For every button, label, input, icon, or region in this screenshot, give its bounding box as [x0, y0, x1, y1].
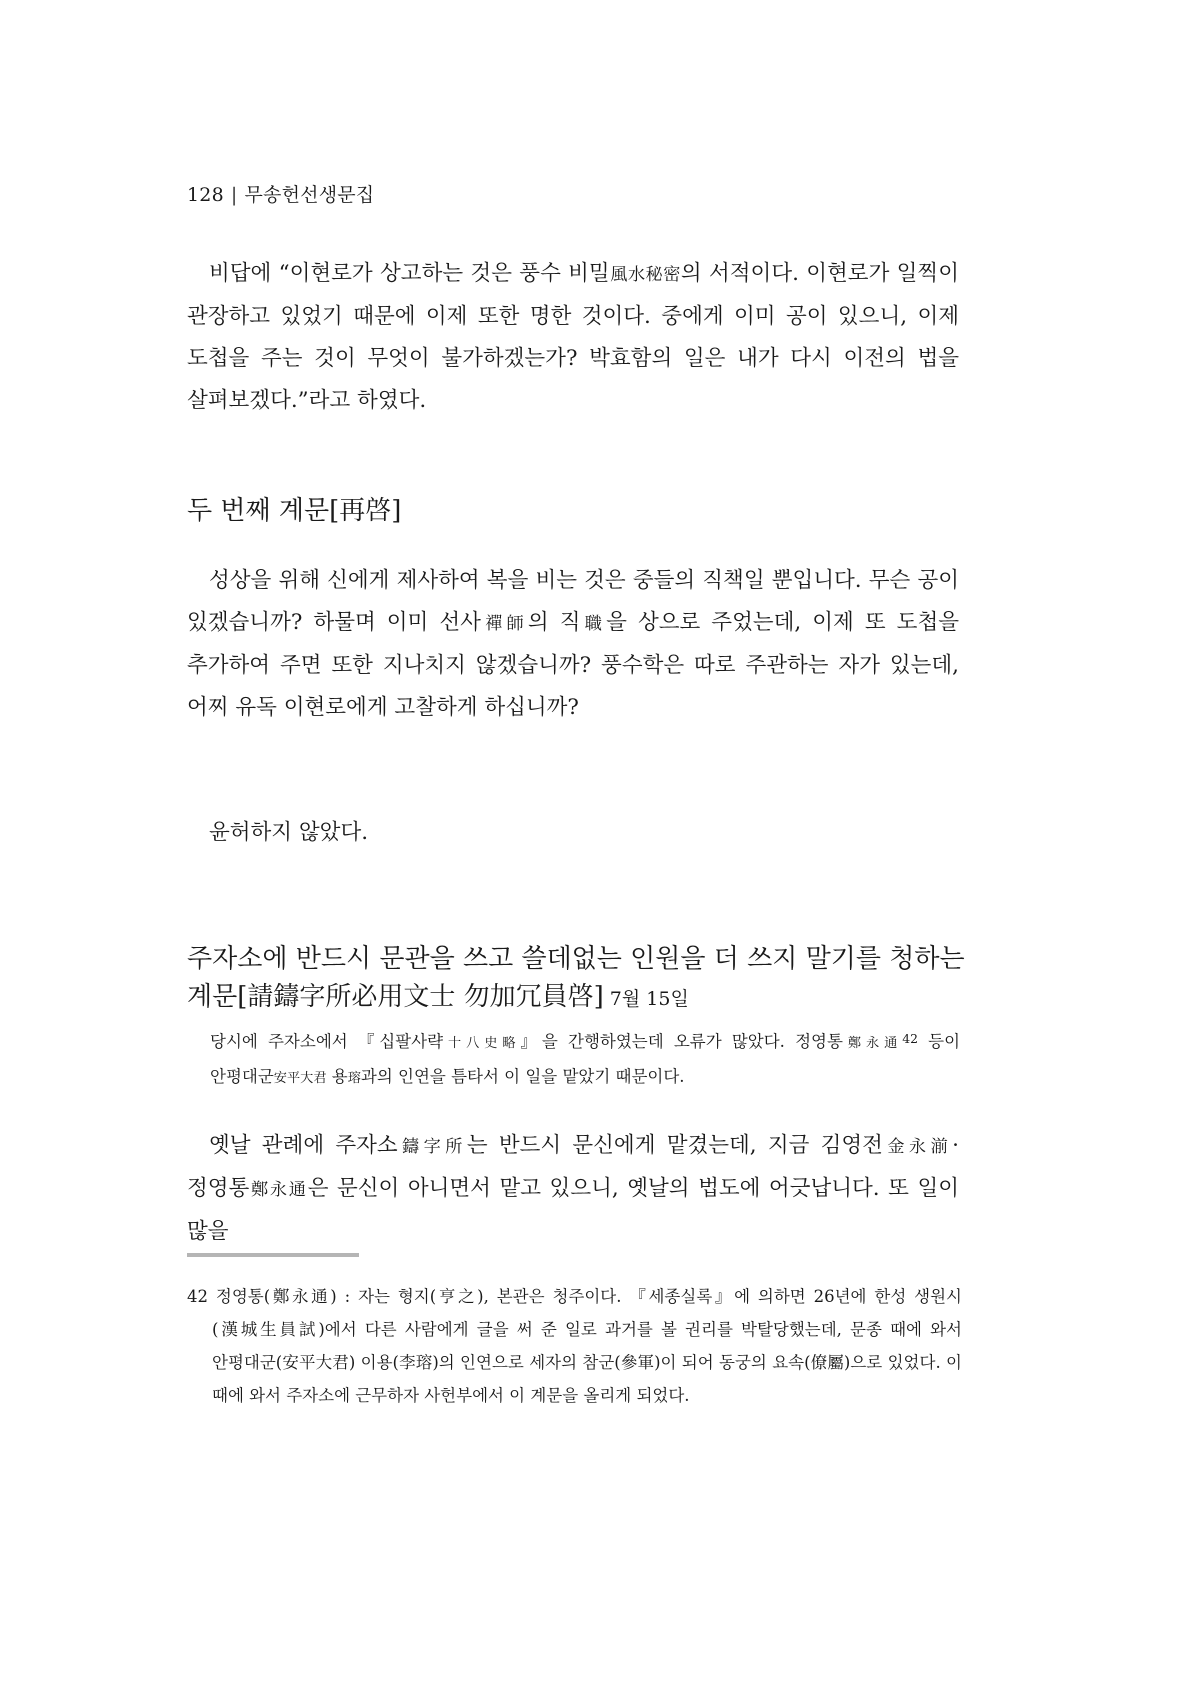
header-separator: | — [230, 184, 238, 206]
hanja-gloss: 鄭永通 — [249, 1180, 308, 1200]
hanja-gloss: 安平大君 — [273, 1071, 327, 1086]
text-run: 을 상으로 주었는데, 이제 또 도첩을 추가하여 주면 또한 지나치지 않겠습니까? 풍수학은 따로 주관하는 자가 있는데, 어찌 유독 이현로에게 고찰하게 하십니까? — [187, 610, 959, 720]
text-run: 옛날 관례에 주자소 — [209, 1133, 398, 1158]
text-run: 성상을 위해 신에게 제사하여 복을 비는 것은 중들의 직책일 뿐입니다. 무슨 공이 있겠습니까? 하물며 이미 선사 — [187, 568, 959, 635]
heading-text: 주자소에 반드시 문관을 쓰고 쓸데없는 인원을 더 쓰지 말기를 청하는 계문[請鑄字所必用文士 勿加冗員啓] — [187, 944, 965, 1012]
text-run: 당시에 주자소에서 『십팔사략 — [210, 1032, 444, 1051]
footnote-text: 정영통(鄭永通) : 자는 형지(亨之), 본관은 청주이다. 『세종실록』에 의하면 26년에 한성 생원시(漢城生員試)에서 다른 사람에게 글을 써 준 일로 과거를 볼 권리를 박탈당했는데, 문종 때에 와서 안평대군(安平大君) 이용(李瑢)의 인연으로 세자의 참군(參軍)이 되어 동궁의 요속(僚屬)으로 있었다. 이 때에 와서 주자소에 근무하자 사헌부에서 이 계문을 올리게 되었다. — [212, 1287, 962, 1405]
hanja-gloss: 鑄字所 — [397, 1137, 467, 1157]
paragraph-not-permitted: 윤허하지 않았다. — [209, 820, 369, 845]
hanja-gloss: 鄭永通 — [842, 1036, 903, 1051]
text-run: 』을 간행하였는데 오류가 많았다. 정영통 — [520, 1032, 843, 1051]
footnote-number: 42 — [187, 1287, 208, 1306]
footnote-divider — [187, 1253, 359, 1257]
section-heading-type-foundry — [187, 940, 977, 1018]
text-run: 는 반드시 문신에게 맡겼는데, 지금 김영전 — [466, 1133, 883, 1158]
text-run: 은 문신이 아니면서 맡고 있으니, 옛날의 법도에 어긋납니다. 또 일이 많을 — [187, 1176, 959, 1244]
text-run: 비답에 “이현로가 상고하는 것은 풍수 비밀 — [209, 261, 610, 286]
text-run: 용 — [326, 1067, 348, 1086]
hanja-gloss: 職 — [580, 614, 607, 634]
hanja-gloss: 金永湔 — [882, 1137, 953, 1157]
section-heading-second-memorial: 두 번째 계문[再啓] — [187, 496, 402, 526]
text-run: 과의 인연을 틈타서 이 일을 맡았기 때문이다. — [360, 1067, 685, 1086]
paragraph-royal-reply — [187, 253, 959, 422]
text-run: 의 직 — [527, 610, 581, 635]
heading-date: 7월 15일 — [609, 988, 689, 1010]
hanja-gloss: 瑢 — [347, 1071, 361, 1086]
paragraph-second-memorial — [187, 560, 959, 729]
text-run: ·정영통 — [187, 1133, 959, 1201]
running-header — [187, 180, 374, 207]
text-run: 의 서적이다. 이현로가 일찍이 관장하고 있었기 때문에 이제 또한 명한 것이다. 중에게 이미 공이 있으니, 이제 도첩을 주는 것이 무엇이 불가하겠는가? 박효함의 일은 내가 다시 이전의 법을 살펴보겠다.”라고 하였다. — [187, 261, 959, 413]
footnote-ref: 42 — [902, 1032, 918, 1047]
section-head-note — [210, 1025, 960, 1095]
text-run: 등이 안평대군 — [210, 1032, 961, 1086]
hanja-gloss: 風水秘密 — [609, 265, 681, 285]
footnote-42 — [187, 1280, 962, 1412]
hanja-gloss: 禪師 — [480, 614, 528, 634]
paragraph-type-foundry — [187, 1125, 959, 1253]
hanja-gloss: 十八史略 — [443, 1036, 521, 1051]
book-title: 무송헌선생문집 — [244, 184, 375, 206]
page-number: 128 — [187, 184, 224, 206]
